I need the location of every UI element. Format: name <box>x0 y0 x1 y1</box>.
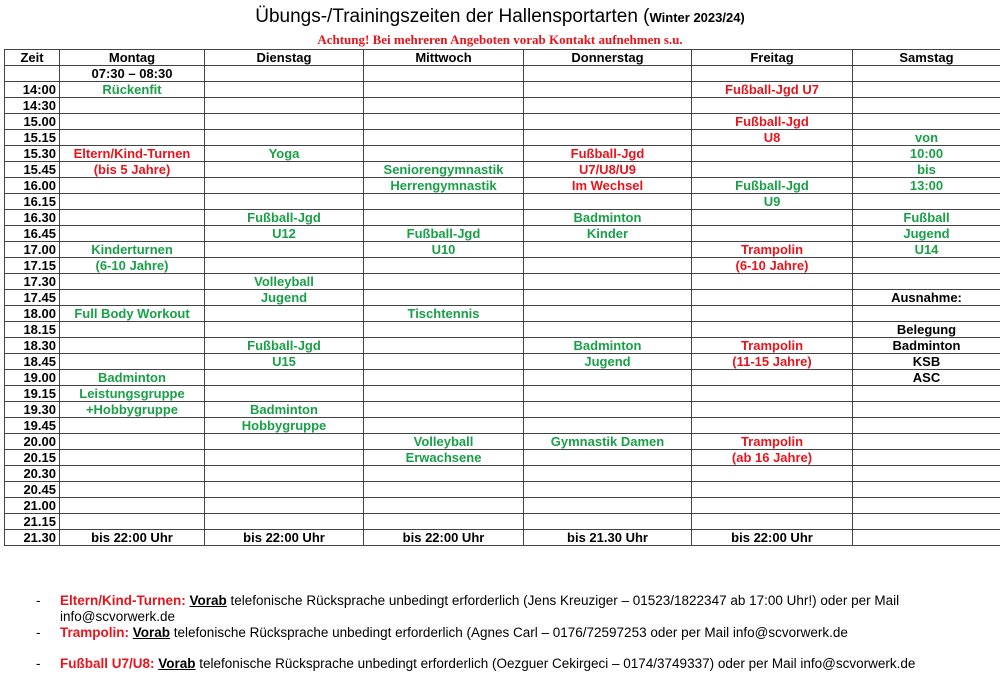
schedule-cell <box>60 450 205 466</box>
column-header: Samstag <box>853 50 1000 66</box>
warning-banner: Achtung! Bei mehreren Angeboten vorab Kontakt aufnehmen s.u. <box>317 32 683 47</box>
table-row <box>5 82 1000 98</box>
time-cell: 17.15 <box>5 258 60 274</box>
schedule-cell <box>692 210 853 226</box>
table-row <box>5 98 1000 114</box>
time-cell: 15.30 <box>5 146 60 162</box>
table-row <box>5 386 1000 402</box>
table-row <box>5 354 1000 370</box>
schedule-cell <box>205 306 364 322</box>
schedule-cell: Trampolin <box>692 434 853 450</box>
note-vorab: Vorab <box>132 625 171 640</box>
schedule-cell <box>524 370 692 386</box>
schedule-cell <box>205 370 364 386</box>
note-label: Fußball U7/U8: <box>60 656 159 671</box>
schedule-cell <box>60 466 205 482</box>
note-email: info@scvorwerk.de <box>60 609 175 624</box>
schedule-cell <box>60 226 205 242</box>
schedule-cell: bis 21.30 Uhr <box>524 530 692 546</box>
schedule-cell <box>60 194 205 210</box>
schedule-cell <box>364 194 524 210</box>
time-cell: 18.30 <box>5 338 60 354</box>
schedule-cell: Hobbygruppe <box>205 418 364 434</box>
schedule-cell <box>364 210 524 226</box>
schedule-cell <box>205 258 364 274</box>
table-row <box>5 338 1000 354</box>
table-row <box>5 498 1000 514</box>
table-row <box>5 402 1000 418</box>
schedule-cell: Volleyball <box>364 434 524 450</box>
schedule-cell <box>364 498 524 514</box>
schedule-cell <box>853 482 1000 498</box>
schedule-cell <box>60 514 205 530</box>
schedule-cell <box>853 114 1000 130</box>
schedule-cell <box>205 482 364 498</box>
schedule-cell <box>205 242 364 258</box>
schedule-cell: Fußball-Jgd <box>205 210 364 226</box>
schedule-cell <box>205 322 364 338</box>
time-cell: 21.15 <box>5 514 60 530</box>
schedule-cell <box>205 466 364 482</box>
schedule-cell <box>524 322 692 338</box>
schedule-cell: bis 22:00 Uhr <box>692 530 853 546</box>
schedule-cell <box>60 130 205 146</box>
schedule-cell: Jugend <box>524 354 692 370</box>
schedule-cell: ASC <box>853 370 1000 386</box>
schedule-cell <box>205 178 364 194</box>
schedule-cell: KSB <box>853 354 1000 370</box>
schedule-cell: bis 22:00 Uhr <box>364 530 524 546</box>
schedule-cell <box>853 66 1000 82</box>
schedule-cell: Trampolin <box>692 338 853 354</box>
schedule-cell <box>524 290 692 306</box>
time-cell: 18.15 <box>5 322 60 338</box>
schedule-cell <box>205 498 364 514</box>
note-text: telefonische Rücksprache unbedingt erforderlich (Jens Kreuziger – 01523/1822347 ab 17:00 Uhr!) oder per Mail <box>226 593 900 608</box>
schedule-cell: Badminton <box>524 210 692 226</box>
schedule-cell <box>364 146 524 162</box>
schedule-cell: Fußball-Jgd U7 <box>692 82 853 98</box>
schedule-cell <box>205 450 364 466</box>
schedule-cell <box>853 274 1000 290</box>
table-row <box>5 114 1000 130</box>
schedule-cell: (11-15 Jahre) <box>692 354 853 370</box>
time-cell: 17.00 <box>5 242 60 258</box>
schedule-cell <box>364 66 524 82</box>
schedule-cell <box>364 482 524 498</box>
schedule-cell <box>692 98 853 114</box>
note-item <box>36 625 986 641</box>
time-cell: 15.00 <box>5 114 60 130</box>
schedule-cell <box>853 530 1000 546</box>
schedule-cell <box>60 482 205 498</box>
schedule-cell: Leistungsgruppe <box>60 386 205 402</box>
schedule-cell <box>60 98 205 114</box>
time-cell: 14:00 <box>5 82 60 98</box>
title-main: Übungs-/Trainingszeiten der Hallensportarten ( <box>255 6 650 27</box>
schedule-cell <box>364 466 524 482</box>
schedule-cell <box>60 290 205 306</box>
schedule-cell: +Hobbygruppe <box>60 402 205 418</box>
note-bullet: - <box>36 656 41 671</box>
note-label: Eltern/Kind-Turnen: <box>60 593 190 608</box>
time-cell: 15.15 <box>5 130 60 146</box>
schedule-cell <box>692 402 853 418</box>
schedule-table <box>4 49 1000 546</box>
schedule-cell <box>853 466 1000 482</box>
schedule-cell: (6-10 Jahre) <box>692 258 853 274</box>
note-text: telefonische Rücksprache unbedingt erforderlich (Agnes Carl – 0176/72597253 oder per Mail info@scvorwerk.de <box>170 625 848 640</box>
schedule-cell <box>524 130 692 146</box>
schedule-cell <box>364 418 524 434</box>
table-row <box>5 258 1000 274</box>
table-row <box>5 418 1000 434</box>
schedule-cell <box>364 322 524 338</box>
schedule-cell: (bis 5 Jahre) <box>60 162 205 178</box>
table-row <box>5 194 1000 210</box>
schedule-cell: Erwachsene <box>364 450 524 466</box>
table-row <box>5 242 1000 258</box>
schedule-cell <box>692 322 853 338</box>
schedule-cell <box>364 82 524 98</box>
schedule-cell <box>692 370 853 386</box>
schedule-cell: von <box>853 130 1000 146</box>
schedule-cell <box>205 98 364 114</box>
schedule-cell <box>853 514 1000 530</box>
schedule-cell: Trampolin <box>692 242 853 258</box>
table-row <box>5 162 1000 178</box>
schedule-cell <box>853 82 1000 98</box>
schedule-cell <box>364 370 524 386</box>
schedule-cell <box>364 114 524 130</box>
note-bullet: - <box>36 625 41 640</box>
schedule-cell: Yoga <box>205 146 364 162</box>
column-header: Zeit <box>5 50 60 66</box>
schedule-cell: Badminton <box>524 338 692 354</box>
schedule-cell <box>364 354 524 370</box>
schedule-cell: Badminton <box>853 338 1000 354</box>
note-bullet: - <box>36 593 41 608</box>
schedule-cell: Belegung <box>853 322 1000 338</box>
schedule-cell <box>692 386 853 402</box>
schedule-cell <box>692 498 853 514</box>
schedule-cell <box>60 434 205 450</box>
schedule-cell: Fußball-Jgd <box>692 114 853 130</box>
schedule-cell <box>205 130 364 146</box>
schedule-cell <box>692 514 853 530</box>
schedule-cell: Fußball-Jgd <box>692 178 853 194</box>
schedule-cell: Eltern/Kind-Turnen <box>60 146 205 162</box>
column-header: Dienstag <box>205 50 364 66</box>
schedule-cell: 10:00 <box>853 146 1000 162</box>
time-cell: 20.00 <box>5 434 60 450</box>
schedule-cell <box>524 482 692 498</box>
time-cell: 16.45 <box>5 226 60 242</box>
schedule-cell <box>692 274 853 290</box>
schedule-cell <box>524 450 692 466</box>
schedule-cell <box>692 306 853 322</box>
schedule-cell <box>205 514 364 530</box>
schedule-cell <box>524 498 692 514</box>
schedule-cell <box>524 194 692 210</box>
schedule-cell <box>60 178 205 194</box>
note-text: telefonische Rücksprache unbedingt erforderlich (Oezguer Cekirgeci – 0174/3749337) oder per Mail info@scvorwerk.de <box>195 656 916 671</box>
schedule-cell <box>692 418 853 434</box>
schedule-cell: Badminton <box>205 402 364 418</box>
note-vorab: Vorab <box>189 593 227 608</box>
schedule-cell: Herrengymnastik <box>364 178 524 194</box>
table-row <box>5 66 1000 82</box>
schedule-cell: U10 <box>364 242 524 258</box>
schedule-cell <box>205 194 364 210</box>
table-row <box>5 514 1000 530</box>
time-cell: 19.30 <box>5 402 60 418</box>
time-cell: 17.45 <box>5 290 60 306</box>
time-cell: 17.30 <box>5 274 60 290</box>
schedule-cell <box>853 194 1000 210</box>
schedule-cell <box>853 498 1000 514</box>
schedule-cell: U15 <box>205 354 364 370</box>
schedule-cell <box>692 162 853 178</box>
table-row <box>5 482 1000 498</box>
table-row <box>5 306 1000 322</box>
schedule-cell <box>205 434 364 450</box>
schedule-cell: Rückenfit <box>60 82 205 98</box>
time-cell: 19.00 <box>5 370 60 386</box>
schedule-cell <box>692 290 853 306</box>
schedule-cell: Full Body Workout <box>60 306 205 322</box>
note-label: Trampolin: <box>60 625 133 640</box>
schedule-cell <box>364 130 524 146</box>
schedule-cell <box>853 306 1000 322</box>
time-cell: 20.15 <box>5 450 60 466</box>
schedule-cell: Jugend <box>205 290 364 306</box>
note-vorab: Vorab <box>158 656 196 671</box>
note-item <box>36 593 986 625</box>
table-row <box>5 290 1000 306</box>
schedule-cell: Jugend <box>853 226 1000 242</box>
time-cell: 21.30 <box>5 530 60 546</box>
table-row <box>5 450 1000 466</box>
time-cell <box>5 66 60 82</box>
time-cell: 16.15 <box>5 194 60 210</box>
table-row <box>5 322 1000 338</box>
time-cell: 20.30 <box>5 466 60 482</box>
schedule-cell <box>524 386 692 402</box>
schedule-cell <box>60 498 205 514</box>
table-row <box>5 226 1000 242</box>
schedule-cell: 13:00 <box>853 178 1000 194</box>
column-header: Donnerstag <box>524 50 692 66</box>
schedule-cell <box>853 386 1000 402</box>
header-row <box>5 50 1000 66</box>
schedule-cell <box>853 98 1000 114</box>
schedule-cell: bis <box>853 162 1000 178</box>
time-cell: 19.45 <box>5 418 60 434</box>
table-row <box>5 210 1000 226</box>
schedule-cell <box>364 274 524 290</box>
time-cell: 16.00 <box>5 178 60 194</box>
time-cell: 18.45 <box>5 354 60 370</box>
table-row <box>5 466 1000 482</box>
schedule-cell: Fußball <box>853 210 1000 226</box>
schedule-cell: Fußball-Jgd <box>205 338 364 354</box>
table-row <box>5 434 1000 450</box>
schedule-cell <box>60 114 205 130</box>
time-cell: 21.00 <box>5 498 60 514</box>
schedule-cell <box>60 354 205 370</box>
schedule-cell: Fußball-Jgd <box>524 146 692 162</box>
schedule-cell: Badminton <box>60 370 205 386</box>
schedule-cell: (6-10 Jahre) <box>60 258 205 274</box>
schedule-cell <box>364 258 524 274</box>
schedule-cell <box>524 114 692 130</box>
schedule-cell <box>524 274 692 290</box>
schedule-cell: Volleyball <box>205 274 364 290</box>
schedule-cell: Fußball-Jgd <box>364 226 524 242</box>
schedule-cell: bis 22:00 Uhr <box>205 530 364 546</box>
time-cell: 15.45 <box>5 162 60 178</box>
table-row <box>5 370 1000 386</box>
time-cell: 16.30 <box>5 210 60 226</box>
time-cell: 20.45 <box>5 482 60 498</box>
schedule-cell <box>853 402 1000 418</box>
time-cell: 14:30 <box>5 98 60 114</box>
schedule-cell <box>692 146 853 162</box>
schedule-cell <box>364 402 524 418</box>
schedule-cell <box>60 322 205 338</box>
schedule-cell: U7/U8/U9 <box>524 162 692 178</box>
schedule-cell <box>524 82 692 98</box>
schedule-cell <box>692 66 853 82</box>
schedule-cell <box>205 162 364 178</box>
note-item <box>36 656 986 672</box>
schedule-cell: bis 22:00 Uhr <box>60 530 205 546</box>
column-header: Freitag <box>692 50 853 66</box>
schedule-body <box>5 66 1000 546</box>
schedule-cell: Gymnastik Damen <box>524 434 692 450</box>
schedule-cell: U8 <box>692 130 853 146</box>
schedule-cell <box>524 98 692 114</box>
schedule-cell <box>60 418 205 434</box>
schedule-cell: Kinderturnen <box>60 242 205 258</box>
table-row <box>5 130 1000 146</box>
schedule-cell <box>60 338 205 354</box>
schedule-cell <box>364 290 524 306</box>
schedule-cell <box>205 114 364 130</box>
schedule-cell <box>692 482 853 498</box>
column-header: Mittwoch <box>364 50 524 66</box>
schedule-cell: U9 <box>692 194 853 210</box>
notes-section <box>36 593 986 672</box>
schedule-cell: Seniorengymnastik <box>364 162 524 178</box>
schedule-cell <box>60 274 205 290</box>
schedule-cell <box>853 434 1000 450</box>
schedule-cell <box>524 514 692 530</box>
schedule-cell <box>692 466 853 482</box>
time-cell: 18.00 <box>5 306 60 322</box>
schedule-cell <box>524 418 692 434</box>
schedule-cell <box>60 210 205 226</box>
schedule-cell <box>364 98 524 114</box>
time-cell: 19.15 <box>5 386 60 402</box>
table-row <box>5 274 1000 290</box>
schedule-cell: Tischtennis <box>364 306 524 322</box>
schedule-cell <box>364 514 524 530</box>
schedule-cell <box>364 386 524 402</box>
schedule-cell <box>524 258 692 274</box>
schedule-cell <box>853 258 1000 274</box>
schedule-cell: Ausnahme: <box>853 290 1000 306</box>
title-season: Winter 2023/24) <box>649 10 745 25</box>
schedule-cell: 07:30 – 08:30 <box>60 66 205 82</box>
schedule-cell <box>853 418 1000 434</box>
column-header: Montag <box>60 50 205 66</box>
schedule-cell <box>205 386 364 402</box>
schedule-cell <box>524 242 692 258</box>
table-row <box>5 530 1000 546</box>
schedule-cell <box>692 226 853 242</box>
schedule-cell: (ab 16 Jahre) <box>692 450 853 466</box>
schedule-cell <box>524 66 692 82</box>
schedule-cell <box>524 466 692 482</box>
table-row <box>5 146 1000 162</box>
schedule-cell <box>853 450 1000 466</box>
schedule-cell <box>364 338 524 354</box>
schedule-cell <box>205 82 364 98</box>
schedule-cell <box>205 66 364 82</box>
schedule-cell: Im Wechsel <box>524 178 692 194</box>
schedule-cell: U12 <box>205 226 364 242</box>
schedule-cell <box>524 306 692 322</box>
schedule-cell: Kinder <box>524 226 692 242</box>
schedule-cell: U14 <box>853 242 1000 258</box>
schedule-cell <box>524 402 692 418</box>
table-row <box>5 178 1000 194</box>
page-title <box>0 6 1000 29</box>
